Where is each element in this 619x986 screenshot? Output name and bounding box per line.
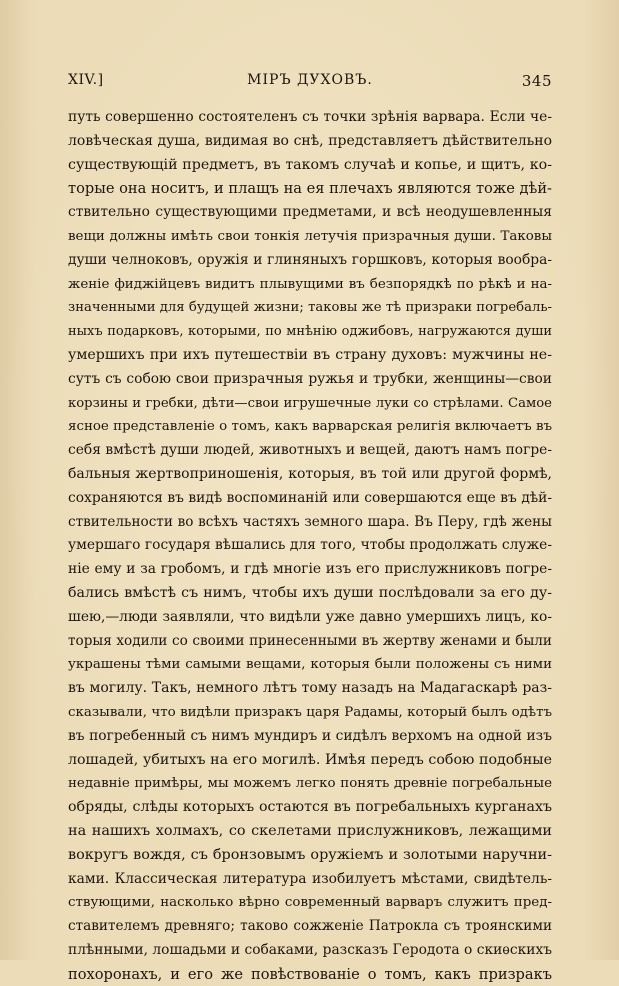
text-line: ніе ему и за гробомъ, и гдѣ многіе изъ его прислужниковъ погре-: [68, 561, 552, 578]
text-line: ками. Классическая литература изобилуетъ мѣстами, свидѣтель-: [68, 870, 552, 887]
text-line: души челноковъ, оружія и глиняныхъ горшковъ, которыя вообра-: [68, 251, 552, 268]
text-line: торые она носитъ, и плащъ на ея плечахъ являются тоже дѣй-: [68, 180, 552, 198]
text-line: въ могилу. Такъ, немного лѣтъ тому назадъ на Мадагаскарѣ раз-: [68, 680, 552, 697]
text-line: недавніе примѣры, мы можемъ легко понять древніе погребальные: [68, 776, 552, 792]
text-line: путь совершенно состоятеленъ съ точки зрѣнія варвара. Если че-: [68, 109, 552, 125]
text-line: шею,—люди заявляли, что видѣли уже давно умершихъ лицъ, ко-: [68, 608, 552, 625]
text-line: бальныя жертвоприношенія, которыя, въ той или другой формѣ,: [68, 465, 552, 482]
text-line: ставителемъ древняго; таково сожженіе Патрокла съ троянскими: [68, 918, 552, 935]
text-line: обряды, слѣды которыхъ остаются въ погребальныхъ курганахъ: [68, 799, 552, 816]
text-line: существующій предметъ, въ такомъ случаѣ и копье, и щитъ, ко-: [68, 156, 552, 173]
text-line: сохраняются въ видѣ воспоминаній или совершаются еще въ дѣй-: [68, 489, 552, 506]
running-head: [68, 72, 552, 92]
text-line: ловѣческая душа, видимая во снѣ, представляетъ дѣйствительно: [68, 132, 552, 149]
text-line: умершихъ при ихъ путешествіи въ страну духовъ: мужчины не-: [68, 346, 552, 363]
chapter-number: XIV.]: [68, 72, 104, 88]
text-line: ствительно существующими предметами, и всѣ неодушевленныя: [68, 204, 552, 221]
text-line: себя вмѣстѣ души людей, животныхъ и вещей, даютъ намъ погре-: [68, 442, 552, 459]
text-line: ствительности во всѣхъ частяхъ земного шара. Въ Перу, гдѣ жены: [68, 513, 552, 530]
text-line: женіе фиджійцевъ видитъ плывущими въ безпорядкѣ по рѣкѣ и на-: [68, 276, 552, 292]
text-line: украшены тѣми самыми вещами, которыя были положены съ ними: [68, 657, 552, 673]
text-line: въ погребенный съ нимъ мундиръ и сидѣлъ верхомъ на одной изъ: [68, 727, 552, 744]
body-text: [68, 106, 552, 986]
text-line: вещи должны имѣть свои тонкія летучія призрачныя души. Таковы: [68, 228, 552, 244]
running-title: МІРЪ ДУХОВЪ.: [247, 72, 373, 88]
text-line: ствующими, насколько вѣрно современный варваръ служитъ пред-: [68, 895, 552, 911]
text-line: плѣнными, лошадьми и собаками, разсказъ Геродота о скиѳскихъ: [68, 941, 552, 958]
text-line: сказывали, что видѣли призракъ царя Радамы, который былъ одѣтъ: [68, 704, 552, 720]
text-line: торыя ходили со своими принесенными въ жертву женами и были: [68, 632, 552, 649]
text-line: лошадей, убитыхъ на его могилѣ. Имѣя передъ собою подобные: [68, 751, 552, 768]
text-line: на нашихъ холмахъ, со скелетами прислужниковъ, лежащими: [68, 822, 552, 839]
text-line: ныхъ подарковъ, которыми, по мнѣнію оджибовъ, нагружаются души: [68, 324, 552, 340]
text-line: умершаго государя вѣшались для того, чтобы продолжать служе-: [68, 537, 552, 554]
text-line: ясное представленіе о томъ, какъ варварская религія включаетъ въ: [68, 419, 552, 435]
text-line: сутъ съ собою свои призрачныя ружья и трубки, женщины—свои: [68, 370, 552, 387]
text-line: значенными для будущей жизни; таковы же тѣ призраки погребаль-: [68, 300, 552, 316]
text-line: похоронахъ, и его же повѣствованіе о томъ, какъ призракъ: [68, 965, 552, 983]
text-line: бались вмѣстѣ съ нимъ, чтобы ихъ души послѣдовали за его ду-: [68, 584, 552, 601]
page-number: 345: [521, 72, 552, 90]
text-line: корзины и гребки, дѣти—свои игрушечные луки со стрѣлами. Самое: [68, 395, 552, 411]
text-line: вокругъ вождя, съ бронзовымъ оружіемъ и золотыми наручни-: [68, 846, 552, 863]
